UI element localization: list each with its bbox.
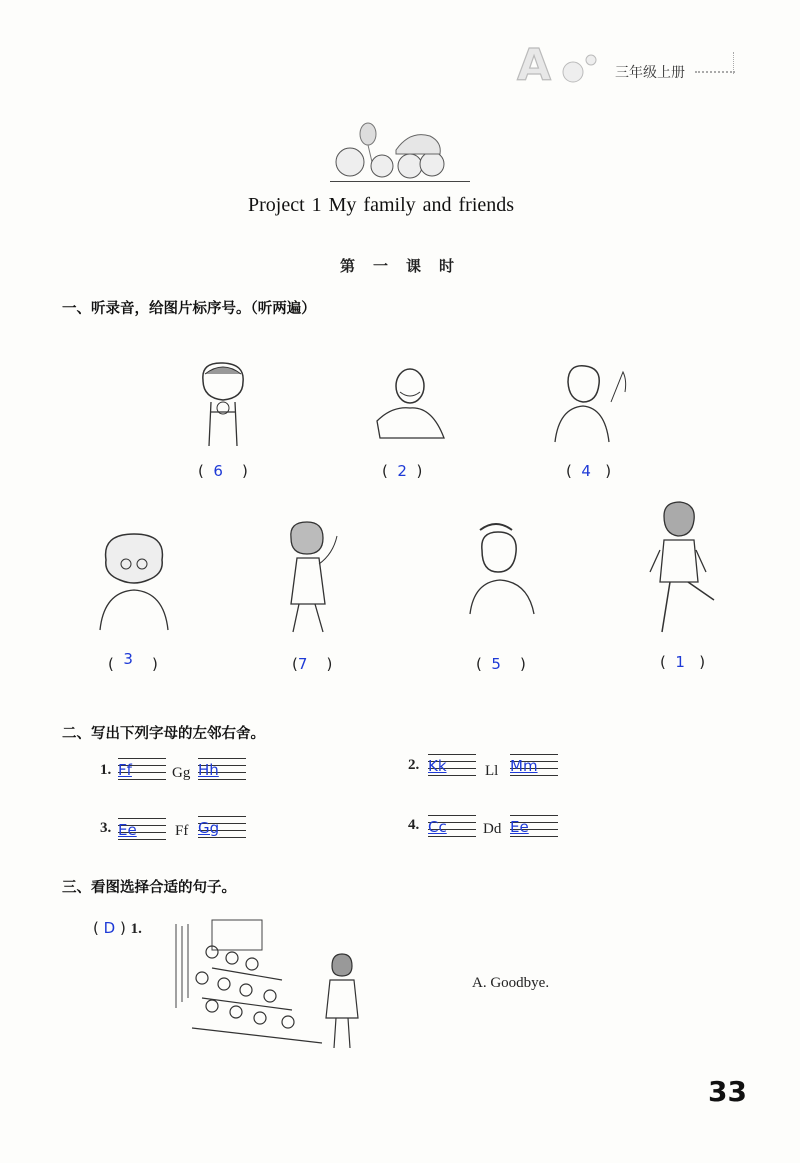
writing-lines-left[interactable]: [118, 818, 166, 844]
banner-underline: [330, 181, 470, 182]
item-number: 1.: [100, 762, 112, 778]
grade-label: 三年级上册: [615, 65, 685, 81]
answer-6[interactable]: 5: [491, 655, 501, 673]
answer-4[interactable]: 3: [123, 650, 133, 668]
answer-left-4: Cc: [428, 818, 447, 836]
answer-paren-3: ( 4 ): [566, 462, 612, 480]
item-number: 2.: [408, 757, 420, 773]
girl-ponytail-picture: [466, 520, 538, 620]
question-1-paren: ( D ) 1.: [93, 919, 142, 937]
answer-3[interactable]: 4: [581, 462, 591, 480]
header-logo: [515, 38, 605, 91]
answer-7[interactable]: 1: [675, 653, 685, 671]
option-a: A. Goodbye.: [472, 975, 550, 991]
answer-paren-6: ( 5 ): [476, 655, 526, 673]
logo-letter: A: [517, 40, 552, 91]
header-divider: [695, 71, 735, 73]
page-number: 33: [708, 1075, 747, 1108]
item-number: 3.: [100, 820, 112, 836]
answer-paren-2: ( 2 ): [382, 462, 423, 480]
answer-left-1: Ff: [118, 761, 132, 779]
question-1-answer[interactable]: D: [103, 919, 116, 937]
given-letter: Dd: [483, 821, 502, 837]
given-letter: Ll: [485, 763, 499, 779]
answer-right-1: Hh: [198, 761, 219, 779]
answer-left-2: Kk: [428, 757, 447, 775]
section2-heading: 二、写出下列字母的左邻右舍。: [62, 726, 265, 742]
boy-running-picture: [648, 500, 722, 644]
dad-waving-picture: [553, 362, 633, 448]
lesson-heading: 第一课时: [340, 257, 473, 275]
answer-2[interactable]: 2: [397, 462, 407, 480]
answer-paren-1: ( 6 ): [198, 462, 248, 480]
classroom-picture: [172, 918, 362, 1062]
section1-heading: 一、听录音，给图片标序号。（听两遍）: [62, 301, 316, 317]
writing-lines-right[interactable]: [510, 754, 558, 780]
writing-lines-right[interactable]: [510, 815, 558, 841]
section3-heading: 三、看图选择合适的句子。: [62, 880, 236, 896]
given-letter: Gg: [172, 765, 191, 781]
boy-laughing-picture: [193, 360, 253, 454]
writing-lines-left[interactable]: [118, 758, 166, 784]
header-divider-right: [733, 52, 734, 74]
page-title: Project 1 My family and friends: [248, 194, 515, 216]
writing-lines-right[interactable]: [198, 758, 246, 784]
writing-lines-right[interactable]: [198, 816, 246, 842]
kids-banner-illustration: [330, 120, 470, 182]
answer-5[interactable]: 7: [297, 655, 308, 673]
writing-lines-left[interactable]: [428, 754, 476, 780]
answer-1[interactable]: 6: [213, 462, 223, 480]
given-letter: Ff: [175, 823, 189, 839]
answer-right-2: Mm: [510, 757, 538, 775]
answer-paren-4: ( 3 ): [108, 650, 158, 673]
question-1-number: 1.: [130, 921, 142, 937]
writing-lines-left[interactable]: [428, 815, 476, 841]
answer-paren-7: ( 1 ): [660, 653, 706, 671]
item-number: 4.: [408, 817, 420, 833]
grandpa-picture: [372, 366, 447, 445]
grandma-picture: [98, 530, 170, 634]
answer-paren-5: (7 ): [292, 655, 333, 673]
answer-right-3: Gg: [198, 819, 220, 837]
answer-right-4: Ee: [510, 818, 529, 836]
answer-left-3: Ee: [118, 821, 137, 839]
girl-waving-picture: [283, 520, 347, 644]
